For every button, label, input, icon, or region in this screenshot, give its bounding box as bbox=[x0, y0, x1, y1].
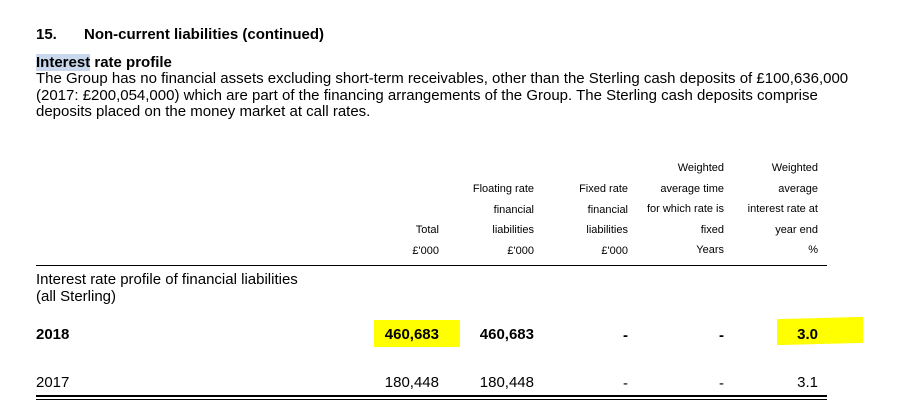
row-2017-total: 180,448 bbox=[384, 374, 439, 391]
header-weighted-rate-line-2: average bbox=[778, 182, 818, 195]
row-2018-fixed: - bbox=[623, 327, 628, 344]
row-2017-floating: 180,448 bbox=[479, 374, 534, 391]
row-2017-rate: 3.1 bbox=[797, 374, 818, 391]
profile-label-line-2: (all Sterling) bbox=[36, 288, 117, 305]
profile-label-line-1: Interest rate profile of financial liabilities bbox=[36, 271, 298, 288]
header-weighted-rate-line-3: interest rate at bbox=[747, 203, 818, 215]
header-weighted-time-line-5: Years bbox=[696, 244, 724, 256]
subheading-highlighted-word: Interest bbox=[36, 54, 91, 71]
row-2018-years: - bbox=[719, 327, 724, 344]
header-floating bbox=[444, 179, 534, 261]
header-weighted-time-line-2: average time bbox=[660, 182, 724, 195]
section-number: 15. bbox=[36, 26, 57, 43]
row-2017-year: 2017 bbox=[36, 374, 70, 391]
header-divider bbox=[36, 265, 827, 266]
row-2018-total: 460,683 bbox=[384, 326, 439, 343]
section-title: Non-current liabilities (continued) bbox=[84, 26, 325, 43]
header-fixed-line-3: liabilities bbox=[586, 224, 628, 236]
header-weighted-time-line-3: for which rate is bbox=[646, 203, 724, 215]
header-floating-line-2: financial bbox=[493, 203, 534, 216]
header-weighted-rate-line-1: Weighted bbox=[771, 162, 818, 174]
header-weighted-rate-line-4: year end bbox=[775, 223, 818, 236]
header-floating-line-4: £'000 bbox=[507, 244, 534, 257]
row-2017-fixed: - bbox=[623, 375, 628, 392]
header-weighted-time-line-1: Weighted bbox=[677, 162, 724, 174]
header-fixed-line-1: Fixed rate bbox=[579, 183, 628, 195]
header-fixed-line-4: £'000 bbox=[601, 244, 628, 257]
header-total bbox=[359, 220, 439, 261]
row-2017-years: - bbox=[719, 375, 724, 392]
header-total-line-1: Total bbox=[415, 224, 439, 236]
header-weighted-rate bbox=[730, 158, 818, 261]
body-paragraph: The Group has no financial assets excluding short-term receivables, other than the Sterling cash deposits of £100,636,000 (2017: £200,054,000) which are part of the financing arrangements of the Group. The Sterling cash deposits comprise deposits placed on the money market at call rates. bbox=[36, 70, 849, 120]
header-floating-line-1: Floating rate bbox=[472, 183, 534, 195]
header-fixed bbox=[548, 179, 628, 261]
row-2018-floating: 460,683 bbox=[479, 326, 534, 343]
header-weighted-time-line-4: fixed bbox=[700, 223, 724, 236]
row-2018-rate: 3.0 bbox=[797, 326, 818, 343]
subheading-rest: rate profile bbox=[90, 54, 172, 71]
header-weighted-time bbox=[630, 158, 724, 261]
row-2018-year: 2018 bbox=[36, 326, 70, 343]
subheading bbox=[36, 54, 172, 71]
bottom-rule bbox=[36, 395, 827, 397]
profile-label bbox=[36, 271, 298, 305]
header-total-line-2: £'000 bbox=[412, 244, 439, 257]
header-floating-line-3: liabilities bbox=[492, 224, 534, 236]
bottom-rule-thin bbox=[36, 399, 827, 400]
header-weighted-rate-line-5: % bbox=[808, 244, 818, 256]
header-fixed-line-2: financial bbox=[587, 203, 628, 216]
